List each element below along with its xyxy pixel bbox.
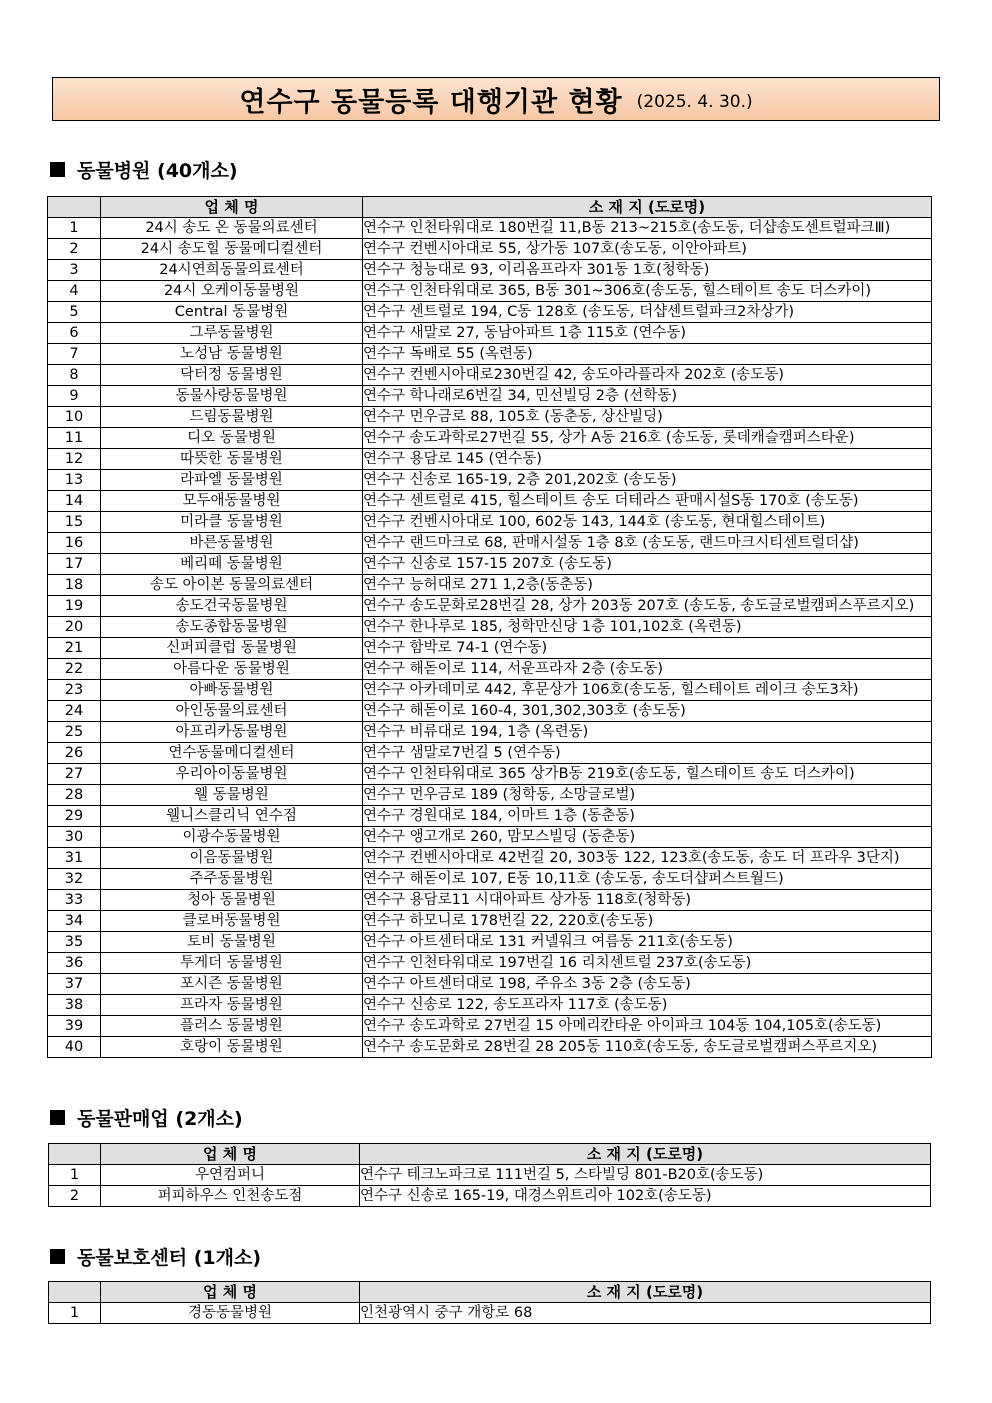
row-number: 2 xyxy=(49,1186,101,1207)
table-row xyxy=(48,407,932,428)
section-heading-text: 동물판매업 (2개소) xyxy=(77,1108,243,1130)
table-row xyxy=(48,260,932,281)
business-address: 연수구 신송로 165-19, 대경스위트리아 102호(송도동) xyxy=(360,1186,931,1207)
business-address: 연수구 앵고개로 260, 맘모스빌딩 (동춘동) xyxy=(363,827,932,848)
header-address: 소 재 지 (도로명) xyxy=(360,1144,931,1165)
business-address: 연수구 경원대로 184, 이마트 1층 (동춘동) xyxy=(363,806,932,827)
header-number xyxy=(49,1282,101,1303)
business-name: 호랑이 동물병원 xyxy=(101,1037,363,1058)
section-heading-text: 동물병원 (40개소) xyxy=(77,160,238,182)
business-name: 아름다운 동물병원 xyxy=(101,659,363,680)
row-number: 17 xyxy=(48,554,101,575)
business-address: 연수구 송도과학로27번길 55, 상가 A동 216호 (송도동, 롯데캐슬캠퍼스타운) xyxy=(363,428,932,449)
header-address: 소 재 지 (도로명) xyxy=(363,197,932,218)
business-address: 연수구 샘말로7번길 5 (연수동) xyxy=(363,743,932,764)
business-address: 연수구 컨벤시아대로230번길 42, 송도아라플라자 202호 (송도동) xyxy=(363,365,932,386)
business-name: 닥터정 동물병원 xyxy=(101,365,363,386)
hospital-table-body xyxy=(48,218,932,1058)
table-row xyxy=(48,1037,932,1058)
table-row xyxy=(48,932,932,953)
business-address: 연수구 하모니로 178번길 22, 220호(송도동) xyxy=(363,911,932,932)
row-number: 16 xyxy=(48,533,101,554)
row-number: 13 xyxy=(48,470,101,491)
row-number: 15 xyxy=(48,512,101,533)
row-number: 31 xyxy=(48,848,101,869)
business-name: 바른동물병원 xyxy=(101,533,363,554)
business-address: 연수구 비류대로 194, 1층 (옥련동) xyxy=(363,722,932,743)
business-name: 우리아이동물병원 xyxy=(101,764,363,785)
hospital-table xyxy=(47,196,932,1058)
table-row xyxy=(48,974,932,995)
business-address: 연수구 해돋이로 107, E동 10,11호 (송도동, 송도더샵퍼스트월드) xyxy=(363,869,932,890)
table-row xyxy=(48,218,932,239)
business-name: 송도 아이본 동물의료센터 xyxy=(101,575,363,596)
business-name: 아프리카동물병원 xyxy=(101,722,363,743)
business-address: 연수구 아트센터대로 131 커넬워크 여름동 211호(송도동) xyxy=(363,932,932,953)
business-name: 경동동물병원 xyxy=(101,1303,360,1324)
table-row xyxy=(48,848,932,869)
section-heading-text: 동물보호센터 (1개소) xyxy=(77,1247,262,1269)
row-number: 34 xyxy=(48,911,101,932)
section-heading-pet-shops xyxy=(50,1104,243,1131)
business-address: 연수구 용담로 145 (연수동) xyxy=(363,449,932,470)
business-name: 연수동물메디컬센터 xyxy=(101,743,363,764)
pet-shop-table-body xyxy=(49,1165,931,1207)
table-row xyxy=(48,323,932,344)
table-row xyxy=(48,764,932,785)
row-number: 5 xyxy=(48,302,101,323)
table-row xyxy=(48,302,932,323)
document-title: 연수구 동물등록 대행기관 현황 xyxy=(239,86,623,118)
table-row xyxy=(48,428,932,449)
business-name: 송도종합동물병원 xyxy=(101,617,363,638)
shelter-table xyxy=(48,1281,931,1324)
row-number: 25 xyxy=(48,722,101,743)
row-number: 19 xyxy=(48,596,101,617)
table-row xyxy=(48,869,932,890)
row-number: 14 xyxy=(48,491,101,512)
business-address: 연수구 능허대로 271 1,2층(동춘동) xyxy=(363,575,932,596)
business-name: 동물사랑동물병원 xyxy=(101,386,363,407)
business-address: 연수구 독배로 55 (옥련동) xyxy=(363,344,932,365)
row-number: 18 xyxy=(48,575,101,596)
business-address: 연수구 해돋이로 160-4, 301,302,303호 (송도동) xyxy=(363,701,932,722)
business-name: 이광수동물병원 xyxy=(101,827,363,848)
table-row xyxy=(48,239,932,260)
business-name: 송도건국동물병원 xyxy=(101,596,363,617)
header-name: 업 체 명 xyxy=(101,1144,360,1165)
table-row xyxy=(48,680,932,701)
business-address: 연수구 아카데미로 442, 후문상가 106호(송도동, 힐스테이트 레이크 송도3차) xyxy=(363,680,932,701)
business-name: 신퍼피클럽 동물병원 xyxy=(101,638,363,659)
row-number: 39 xyxy=(48,1016,101,1037)
row-number: 1 xyxy=(49,1303,101,1324)
business-address: 연수구 송도문화로28번길 28, 상가 203동 207호 (송도동, 송도글로벌캠퍼스푸르지오) xyxy=(363,596,932,617)
business-address: 연수구 신송로 122, 송도프라자 117호 (송도동) xyxy=(363,995,932,1016)
table-row xyxy=(48,638,932,659)
black-square-icon xyxy=(50,1249,65,1264)
table-row xyxy=(48,617,932,638)
business-name: 24시 오케이동물병원 xyxy=(101,281,363,302)
business-name: 웰니스클리닉 연수점 xyxy=(101,806,363,827)
business-name: 따뜻한 동물병원 xyxy=(101,449,363,470)
table-header-row xyxy=(49,1144,931,1165)
row-number: 10 xyxy=(48,407,101,428)
table-row xyxy=(48,470,932,491)
pet-shop-table xyxy=(48,1143,931,1207)
table-row xyxy=(48,890,932,911)
business-name: 라파엘 동물병원 xyxy=(101,470,363,491)
table-row xyxy=(49,1303,931,1324)
table-row xyxy=(48,449,932,470)
table-row xyxy=(48,659,932,680)
row-number: 1 xyxy=(48,218,101,239)
business-address: 연수구 인천타워대로 180번길 11,B동 213~215호(송도동, 더샵송도센트럴파크Ⅲ) xyxy=(363,218,932,239)
black-square-icon xyxy=(50,1110,65,1125)
row-number: 21 xyxy=(48,638,101,659)
table-row xyxy=(48,533,932,554)
business-address: 연수구 신송로 157-15 207호 (송도동) xyxy=(363,554,932,575)
row-number: 12 xyxy=(48,449,101,470)
title-banner xyxy=(52,77,940,121)
shelter-table-body xyxy=(49,1303,931,1324)
business-name: 토비 동물병원 xyxy=(101,932,363,953)
business-name: 퍼피하우스 인천송도점 xyxy=(101,1186,360,1207)
business-address: 연수구 새말로 27, 동남아파트 1층 115호 (연수동) xyxy=(363,323,932,344)
header-name: 업 체 명 xyxy=(101,197,363,218)
business-address: 연수구 센트럴로 194, C동 128호 (송도동, 더샵센트럴파크2차상가) xyxy=(363,302,932,323)
row-number: 24 xyxy=(48,701,101,722)
business-name: 이음동물병원 xyxy=(101,848,363,869)
table-row xyxy=(49,1186,931,1207)
business-address: 연수구 용담로11 시대아파트 상가동 118호(청학동) xyxy=(363,890,932,911)
business-address: 연수구 인천타워대로 365 상가B동 219호(송도동, 힐스테이트 송도 더스카이) xyxy=(363,764,932,785)
row-number: 11 xyxy=(48,428,101,449)
business-name: 드림동물병원 xyxy=(101,407,363,428)
business-name: 모두애동물병원 xyxy=(101,491,363,512)
table-row xyxy=(48,995,932,1016)
business-address: 연수구 컨벤시아대로 55, 상가동 107호(송도동, 이안아파트) xyxy=(363,239,932,260)
row-number: 8 xyxy=(48,365,101,386)
row-number: 27 xyxy=(48,764,101,785)
business-address: 연수구 인천타워대로 365, B동 301~306호(송도동, 힐스테이트 송도 더스카이) xyxy=(363,281,932,302)
business-name: 플러스 동물병원 xyxy=(101,1016,363,1037)
row-number: 29 xyxy=(48,806,101,827)
business-address: 연수구 청능대로 93, 이리옴프라자 301동 1호(청학동) xyxy=(363,260,932,281)
row-number: 28 xyxy=(48,785,101,806)
row-number: 37 xyxy=(48,974,101,995)
business-name: 주주동물병원 xyxy=(101,869,363,890)
table-row xyxy=(48,806,932,827)
row-number: 2 xyxy=(48,239,101,260)
business-address: 연수구 센트럴로 415, 힐스테이트 송도 더테라스 판매시설S동 170호 (송도동) xyxy=(363,491,932,512)
header-number xyxy=(48,197,101,218)
row-number: 9 xyxy=(48,386,101,407)
business-address: 연수구 송도과학로 27번길 15 아메리칸타운 아이파크 104동 104,105호(송도동) xyxy=(363,1016,932,1037)
business-name: 24시연희동물의료센터 xyxy=(101,260,363,281)
row-number: 22 xyxy=(48,659,101,680)
business-name: 청아 동물병원 xyxy=(101,890,363,911)
table-row xyxy=(48,701,932,722)
table-row xyxy=(48,554,932,575)
row-number: 6 xyxy=(48,323,101,344)
row-number: 38 xyxy=(48,995,101,1016)
business-name: 아인동물의료센터 xyxy=(101,701,363,722)
table-row xyxy=(49,1165,931,1186)
business-address: 연수구 인천타워대로 197번길 16 리치센트럴 237호(송도동) xyxy=(363,953,932,974)
business-name: 아빠동물병원 xyxy=(101,680,363,701)
business-address: 인천광역시 중구 개항로 68 xyxy=(360,1303,931,1324)
row-number: 33 xyxy=(48,890,101,911)
row-number: 7 xyxy=(48,344,101,365)
business-address: 연수구 함박로 74-1 (연수동) xyxy=(363,638,932,659)
business-address: 연수구 신송로 165-19, 2층 201,202호 (송도동) xyxy=(363,470,932,491)
row-number: 3 xyxy=(48,260,101,281)
business-address: 연수구 해돋이로 114, 서운프라자 2층 (송도동) xyxy=(363,659,932,680)
business-address: 연수구 컨벤시아대로 100, 602동 143, 144호 (송도동, 현대힐스테이트) xyxy=(363,512,932,533)
table-row xyxy=(48,491,932,512)
row-number: 26 xyxy=(48,743,101,764)
black-square-icon xyxy=(50,162,65,177)
table-row xyxy=(48,512,932,533)
business-address: 연수구 송도문화로 28번길 28 205동 110호(송도동, 송도글로벌캠퍼스푸르지오) xyxy=(363,1037,932,1058)
table-row xyxy=(48,386,932,407)
business-address: 연수구 먼우금로 88, 105호 (동춘동, 상산빌딩) xyxy=(363,407,932,428)
business-address: 연수구 랜드마크로 68, 판매시설동 1층 8호 (송도동, 랜드마크시티센트럴더샵) xyxy=(363,533,932,554)
document-date: (2025. 4. 30.) xyxy=(636,92,753,112)
table-header-row xyxy=(48,197,932,218)
section-heading-shelters xyxy=(50,1243,261,1270)
table-row xyxy=(48,1016,932,1037)
business-name: 베리떼 동물병원 xyxy=(101,554,363,575)
row-number: 30 xyxy=(48,827,101,848)
business-name: Central 동물병원 xyxy=(101,302,363,323)
business-name: 24시 송도 온 동물의료센터 xyxy=(101,218,363,239)
business-name: 미라클 동물병원 xyxy=(101,512,363,533)
business-name: 그루동물병원 xyxy=(101,323,363,344)
table-row xyxy=(48,827,932,848)
row-number: 32 xyxy=(48,869,101,890)
business-name: 투게더 동물병원 xyxy=(101,953,363,974)
row-number: 35 xyxy=(48,932,101,953)
header-name: 업 체 명 xyxy=(101,1282,360,1303)
table-row xyxy=(48,365,932,386)
row-number: 4 xyxy=(48,281,101,302)
business-name: 우연컴퍼니 xyxy=(101,1165,360,1186)
business-name: 24시 송도힐 동물메디컬센터 xyxy=(101,239,363,260)
section-heading-hospitals xyxy=(50,156,238,183)
business-name: 노성남 동물병원 xyxy=(101,344,363,365)
row-number: 23 xyxy=(48,680,101,701)
row-number: 1 xyxy=(49,1165,101,1186)
table-row xyxy=(48,911,932,932)
header-address: 소 재 지 (도로명) xyxy=(360,1282,931,1303)
business-name: 프라자 동물병원 xyxy=(101,995,363,1016)
business-address: 연수구 먼우금로 189 (청학동, 소망글로벌) xyxy=(363,785,932,806)
header-number xyxy=(49,1144,101,1165)
table-row xyxy=(48,575,932,596)
table-row xyxy=(48,722,932,743)
table-row xyxy=(48,596,932,617)
row-number: 20 xyxy=(48,617,101,638)
business-name: 웰 동물병원 xyxy=(101,785,363,806)
table-row xyxy=(48,344,932,365)
table-header-row xyxy=(49,1282,931,1303)
business-name: 클로버동물병원 xyxy=(101,911,363,932)
row-number: 36 xyxy=(48,953,101,974)
table-row xyxy=(48,785,932,806)
business-address: 연수구 테크노파크로 111번길 5, 스타빌딩 801-B20호(송도동) xyxy=(360,1165,931,1186)
table-row xyxy=(48,281,932,302)
business-address: 연수구 아트센터대로 198, 주유소 3동 2층 (송도동) xyxy=(363,974,932,995)
row-number: 40 xyxy=(48,1037,101,1058)
table-row xyxy=(48,953,932,974)
business-name: 디오 동물병원 xyxy=(101,428,363,449)
table-row xyxy=(48,743,932,764)
business-address: 연수구 학나래로6번길 34, 민선빌딩 2층 (선학동) xyxy=(363,386,932,407)
business-address: 연수구 컨벤시아대로 42번길 20, 303동 122, 123호(송도동, 송도 더 프라우 3단지) xyxy=(363,848,932,869)
business-name: 포시즌 동물병원 xyxy=(101,974,363,995)
business-address: 연수구 한나루로 185, 청학만신당 1층 101,102호 (옥련동) xyxy=(363,617,932,638)
